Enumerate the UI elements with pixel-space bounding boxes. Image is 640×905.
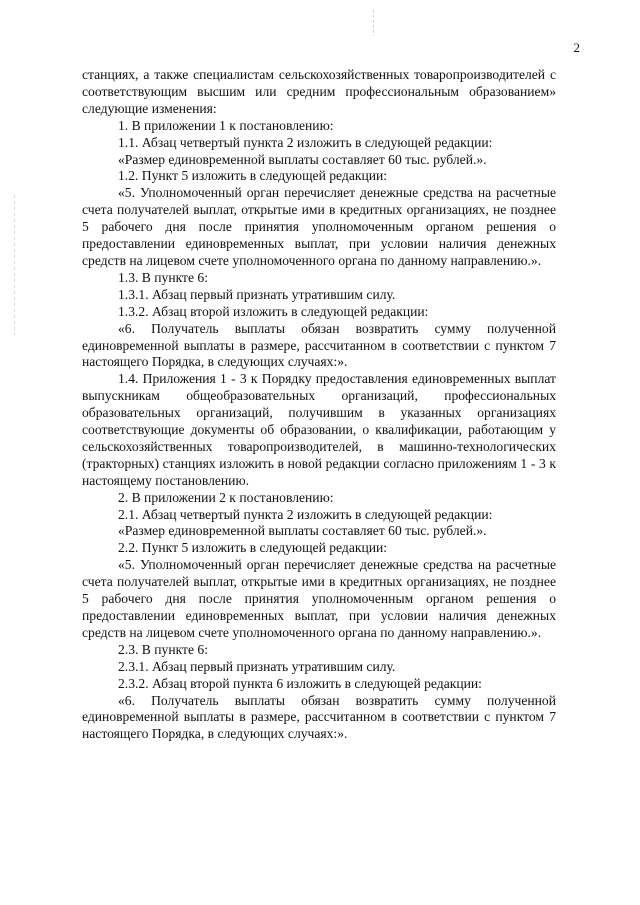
paragraph: «6. Получатель выплаты обязан возвратить сумму полученной единовременной выплаты в размере, рассчитанном в соответствии с пунктом 7 настоящего Порядка, в следующих случаях:». (82, 320, 556, 370)
paragraph: «Размер единовременной выплаты составляет 60 тыс. рублей.». (118, 151, 487, 167)
paragraph: 2.1. Абзац четвертый пункта 2 изложить в следующей редакции: (118, 506, 493, 522)
paragraph: «5. Уполномоченный орган перечисляет денежные средства на расчетные счета получателей выплат, открытые ими в кредитных организациях, не позднее 5 рабочего дня после принятия уполномоченным органом решения о предоставлении единовременных выплат, при условии наличия денежных средств на лицевом счете уполномоченного органа по данному направлению.». (82, 557, 556, 640)
paragraph: 2.3.1. Абзац первый признать утратившим силу. (118, 658, 396, 674)
paragraph: 1.3.1. Абзац первый признать утратившим силу. (118, 286, 396, 302)
paragraph: 1.1. Абзац четвертый пункта 2 изложить в следующей редакции: (118, 134, 493, 150)
paragraph: 1. В приложении 1 к постановлению: (118, 117, 334, 133)
paragraph: 1.3. В пункте 6: (118, 269, 208, 285)
paragraph: 2. В приложении 2 к постановлению: (118, 489, 334, 505)
paragraph: станциях, а также специалистам сельскохозяйственных товаропроизводителей с соответствующим высшим или средним профессиональным образованием» следующие изменения: (82, 67, 556, 116)
paragraph: 2.3. В пункте 6: (118, 641, 208, 657)
paragraph: «Размер единовременной выплаты составляет 60 тыс. рублей.». (118, 523, 487, 539)
paragraph: «6. Получатель выплаты обязан возвратить сумму полученной единовременной выплаты в размере, рассчитанном в соответствии с пунктом 7 настоящего Порядка, в следующих случаях:». (82, 692, 556, 742)
scan-artifact (373, 10, 374, 36)
paragraph: «5. Уполномоченный орган перечисляет денежные средства на расчетные счета получателей выплат, открытые ими в кредитных организациях, не позднее 5 рабочего дня после принятия уполномоченным органом решения о предоставлении единовременных выплат, при условии наличия денежных средств на лицевом счете уполномоченного органа по данному направлению.». (82, 185, 556, 268)
page-number: 2 (573, 40, 580, 55)
paragraph: 1.3.2. Абзац второй изложить в следующей редакции: (118, 303, 429, 319)
document-body (82, 67, 556, 743)
paragraph: 2.3.2. Абзац второй пункта 6 изложить в следующей редакции: (118, 675, 482, 691)
paragraph: 1.2. Пункт 5 изложить в следующей редакции: (118, 168, 388, 184)
paragraph: 2.2. Пункт 5 изложить в следующей редакции: (118, 540, 388, 556)
paragraph: 1.4. Приложения 1 - 3 к Порядку предоставления единовременных выплат выпускникам общеобразовательных организаций, профессиональных образовательных организаций, получившим в указанных организациях соответствующие документы об образовании, о квалификации, работающим у сельскохозяйственных товаропроизводителей, в машинно-технологических (тракторных) станциях изложить в новой редакции согласно приложениям 1 - 3 к настоящему постановлению. (82, 371, 556, 488)
scan-artifact (14, 195, 15, 335)
